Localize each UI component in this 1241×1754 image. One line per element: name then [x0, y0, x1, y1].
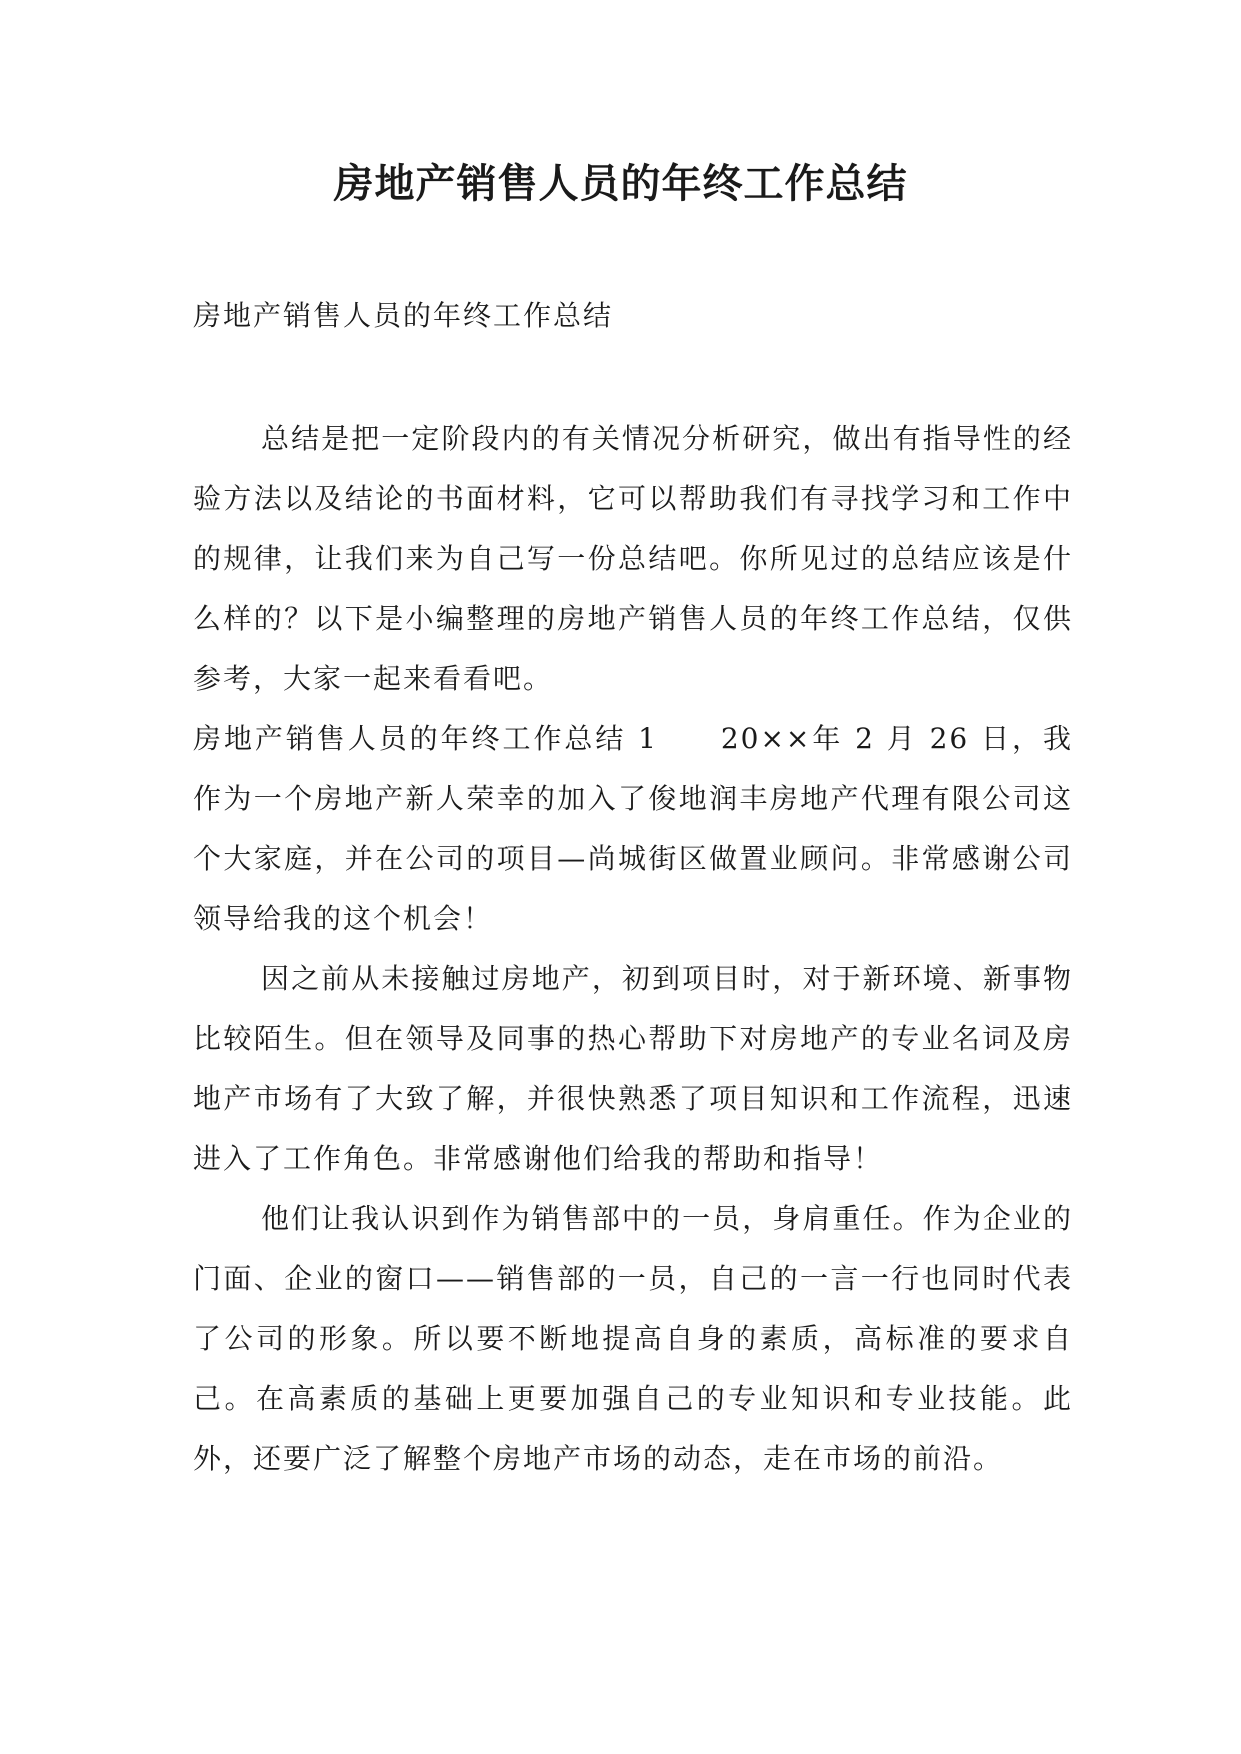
paragraph-section-1-opening: 房地产销售人员的年终工作总结 1 20××年 2 月 26 日，我作为一个房地产新人荣幸的加入了俊地润丰房地产代理有限公司这个大家庭，并在公司的项目—尚城街区做置业顾问。非常感谢公司领导给我的这个机会！	[193, 722, 1073, 935]
document-title: 房地产销售人员的年终工作总结	[333, 161, 908, 207]
paragraph-intro: 总结是把一定阶段内的有关情况分析研究，做出有指导性的经验方法以及结论的书面材料，它可以帮助我们有寻找学习和工作中的规律，让我们来为自己写一份总结吧。你所见过的总结应该是什么样的？以下是小编整理的房地产销售人员的年终工作总结，仅供参考，大家一起来看看吧。	[193, 422, 1073, 695]
document-subtitle: 房地产销售人员的年终工作总结	[193, 299, 614, 332]
document-body	[193, 409, 1073, 1489]
paragraph-learning: 因之前从未接触过房地产，初到项目时，对于新环境、新事物比较陌生。但在领导及同事的热心帮助下对房地产的专业名词及房地产市场有了大致了解，并很快熟悉了项目知识和工作流程，迅速进入了工作角色。非常感谢他们给我的帮助和指导！	[193, 962, 1073, 1175]
paragraph-responsibility: 他们让我认识到作为销售部中的一员，身肩重任。作为企业的门面、企业的窗口——销售部的一员，自己的一言一行也同时代表了公司的形象。所以要不断地提高自身的素质，高标准的要求自己。在高素质的基础上更要加强自己的专业知识和专业技能。此外，还要广泛了解整个房地产市场的动态，走在市场的前沿。	[193, 1202, 1073, 1475]
